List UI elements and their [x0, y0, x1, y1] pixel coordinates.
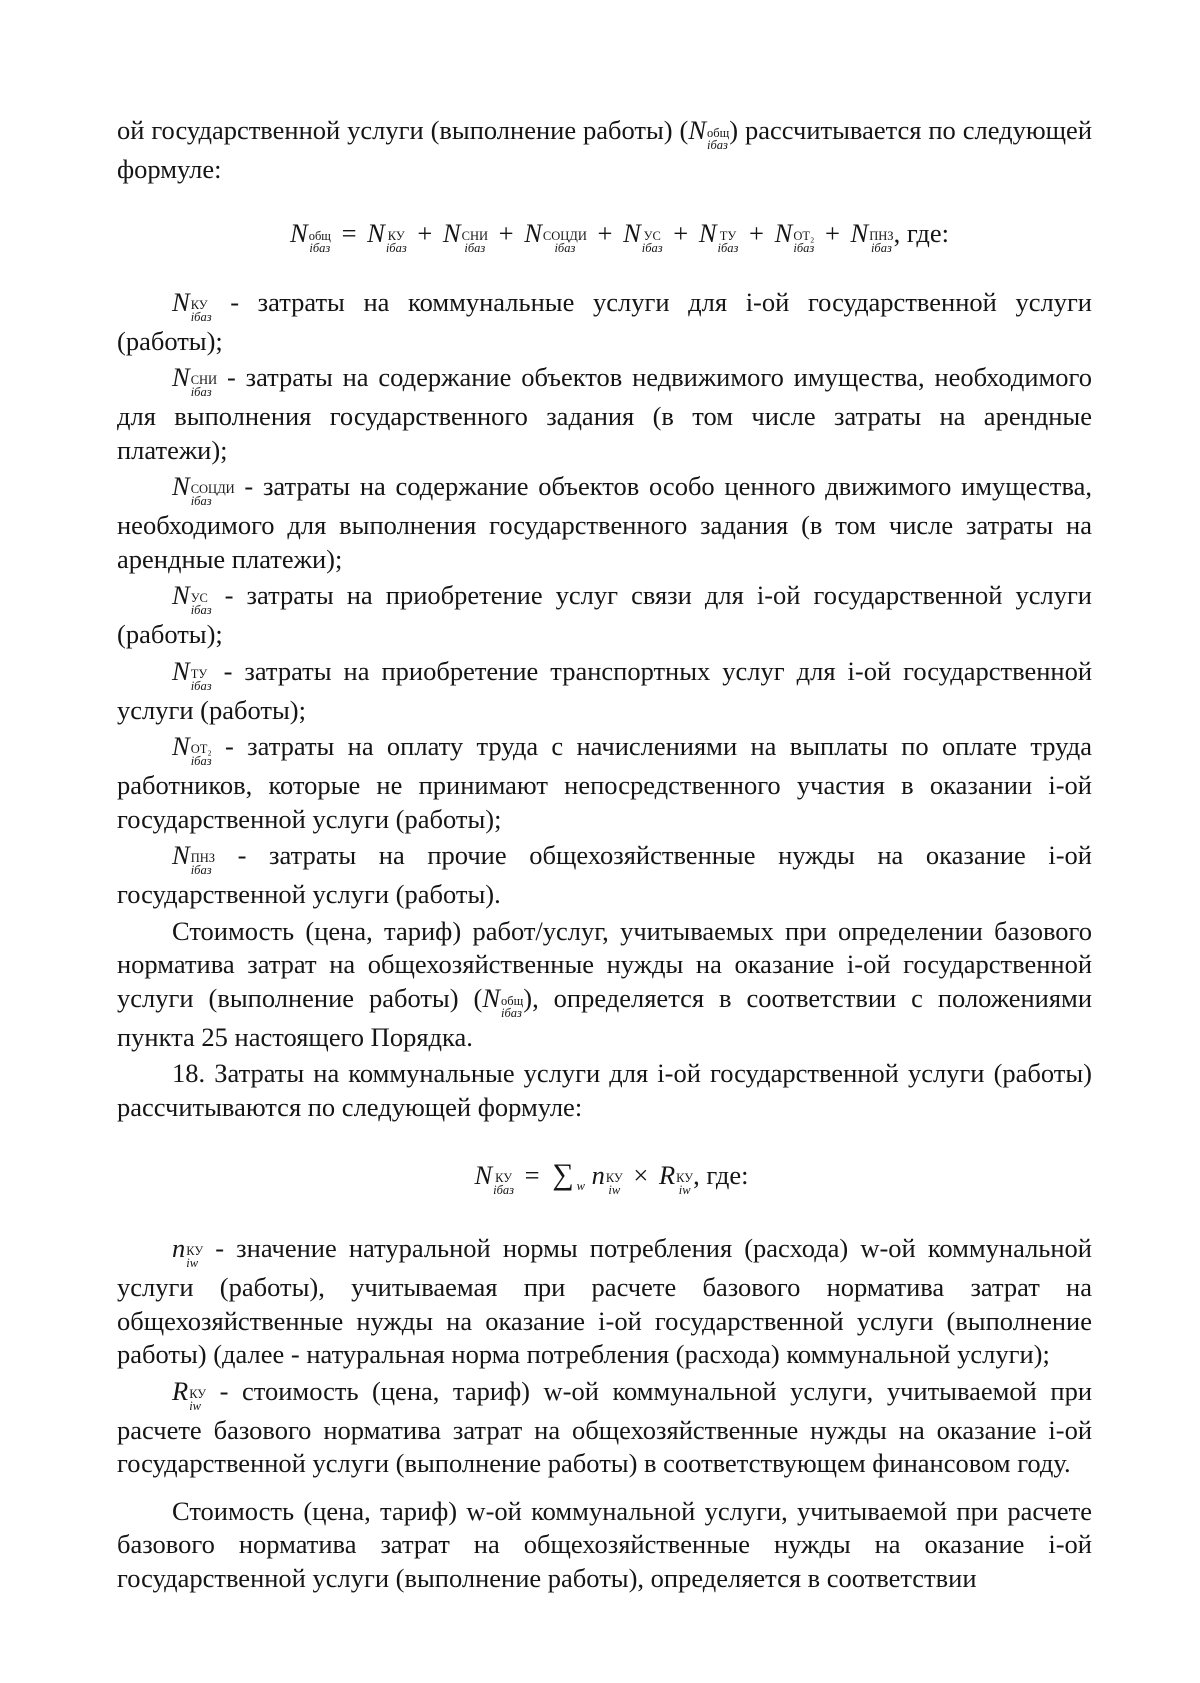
f1-plus-3: +: [597, 217, 613, 248]
def-text-sni: - затраты на содержание объектов недвижимого имущества, необходимого для выполнения государственного задания (в том числе затраты на арендные платежи);: [117, 362, 1092, 465]
def-symbol-r-iw: R КУ iw: [172, 1375, 207, 1413]
symbol-n-obsh: N общ iбаз: [688, 115, 730, 152]
def-text-us: - затраты на приобретение услуг связи для i-ой государственной услуги (работы);: [117, 580, 1092, 649]
formula-total: [117, 217, 1092, 256]
f2-r-iw: R КУ iw: [658, 1160, 694, 1197]
f1-plus-1: +: [417, 217, 433, 248]
def-text-r-iw: - стоимость (цена, тариф) w-ой коммунальной услуги, учитываемой при расчете базового норматива затрат на общехозяйственные нужды на оказание i-ой государственной услуги (выполнение работы) в соответствующем финансовом году.: [117, 1375, 1092, 1478]
def-text-socdi: - затраты на содержание объектов особо ценного движимого имущества, необходимого для выполнения государственного задания (в том числе затраты на арендные платежи);: [117, 471, 1092, 574]
def-text-tu: - затраты на приобретение транспортных услуг для i-ой государственной услуги (работы);: [117, 655, 1092, 725]
definition-n-iw: [117, 1232, 1092, 1372]
def-symbol-tu: N ТУ iбаз: [172, 655, 212, 693]
definition-socdi: [117, 470, 1092, 576]
def-text-pnz: - затраты на прочие общехозяйственные нужды на оказание i-ой государственной услуги (работы).: [117, 840, 1092, 909]
f1-tail: , где:: [893, 217, 949, 248]
def-text-ku: - затраты на коммунальные услуги для i-ой государственной услуги (работы);: [117, 286, 1092, 356]
f1-n-obsh: N общ iбаз: [290, 217, 331, 255]
f2-sum-index: w: [576, 1178, 585, 1193]
f1-plus-5: +: [749, 217, 764, 248]
intro-paragraph: [117, 114, 1092, 187]
f1-n-ku: N КУ iбаз: [367, 217, 407, 255]
f1-n-pnz: N ПНЗ iбаз: [850, 217, 894, 255]
cost1-text-end: ), определяется в соответствии с положениями пункта 25 настоящего Порядка.: [117, 982, 1092, 1052]
f1-n-ot2: N ОТ₂ iбаз: [774, 217, 815, 255]
cost-paragraph-1: [117, 915, 1092, 1055]
definition-tu: [117, 655, 1092, 728]
f1-n-socdi: N СОЦДИ iбаз: [524, 217, 587, 255]
f1-plus-4: +: [673, 217, 689, 248]
def-symbol-n-iw: n КУ iw: [172, 1233, 204, 1270]
f1-n-tu: N ТУ iбаз: [698, 217, 739, 255]
intro-text: ой государственной услуги (выполнение работы) (: [117, 115, 689, 145]
f1-plus-2: +: [498, 217, 514, 248]
f2-sum-sign: ∑: [552, 1158, 574, 1191]
intro-text-end: ) рассчитывается по следующей формуле:: [117, 115, 1092, 184]
f2-eq: =: [524, 1160, 540, 1190]
def-symbol-ot2: N ОТ₂ iбаз: [172, 731, 212, 768]
definition-r-iw: [117, 1375, 1092, 1481]
f1-eq: =: [341, 217, 357, 248]
f1-n-sni: N СНИ iбаз: [442, 217, 489, 255]
def-symbol-ku: N КУ iбаз: [172, 286, 212, 324]
definition-ot2: [117, 730, 1092, 836]
definition-pnz: [117, 839, 1092, 912]
def-symbol-sni: N СНИ iбаз: [172, 362, 218, 399]
formula-ku: [117, 1158, 1092, 1198]
def-symbol-us: N УС iбаз: [172, 580, 212, 617]
f2-times: ×: [633, 1160, 649, 1190]
def-symbol-pnz: N ПНЗ iбаз: [172, 840, 216, 877]
definition-us: [117, 579, 1092, 652]
cost1-symbol-obsh: N общ iбаз: [482, 982, 524, 1020]
f2-tail: , где:: [693, 1160, 749, 1190]
item-18-paragraph: 18. Затраты на коммунальные услуги для i-ой государственной услуги (работы) рассчитываются по следующей формуле:: [117, 1058, 1092, 1122]
definition-sni: [117, 361, 1092, 467]
def-text-ot2: - затраты на оплату труда с начислениями на выплаты по оплате труда работников, которые не принимают непосредственного участия в оказании i-ой государственной услуги (работы);: [117, 731, 1092, 834]
f2-n-iw: n КУ iw: [591, 1160, 623, 1197]
def-symbol-socdi: N СОЦДИ iбаз: [172, 471, 235, 508]
cost1-text-start: Стоимость (цена, тариф) работ/услуг, учитываемых при определении базового норматива затрат на общехозяйственные нужды на оказание i-ой государственной услуги (выполнение работы) (: [117, 915, 1092, 1013]
cost-paragraph-2: Стоимость (цена, тариф) w-ой коммунальной услуги, учитываемой при расчете базового норматива затрат на общехозяйственные нужды на оказание i-ой государственной услуги (выполнение работы), определяется в соответствии: [117, 1495, 1092, 1593]
f1-plus-6: +: [824, 217, 840, 248]
f2-n-ku: N КУ iбаз: [474, 1160, 515, 1197]
f1-n-us: N УС iбаз: [623, 217, 663, 255]
definition-ku: [117, 286, 1092, 359]
def-text-n-iw: - значение натуральной нормы потребления (расхода) w-ой коммунальной услуги (работы), учитываемая при расчете базового норматива затрат на общехозяйственные нужды на оказание i-ой государственной услуги (выполнение работы) (далее - натуральная норма потребления (расхода) коммунальной услуги);: [117, 1233, 1092, 1369]
